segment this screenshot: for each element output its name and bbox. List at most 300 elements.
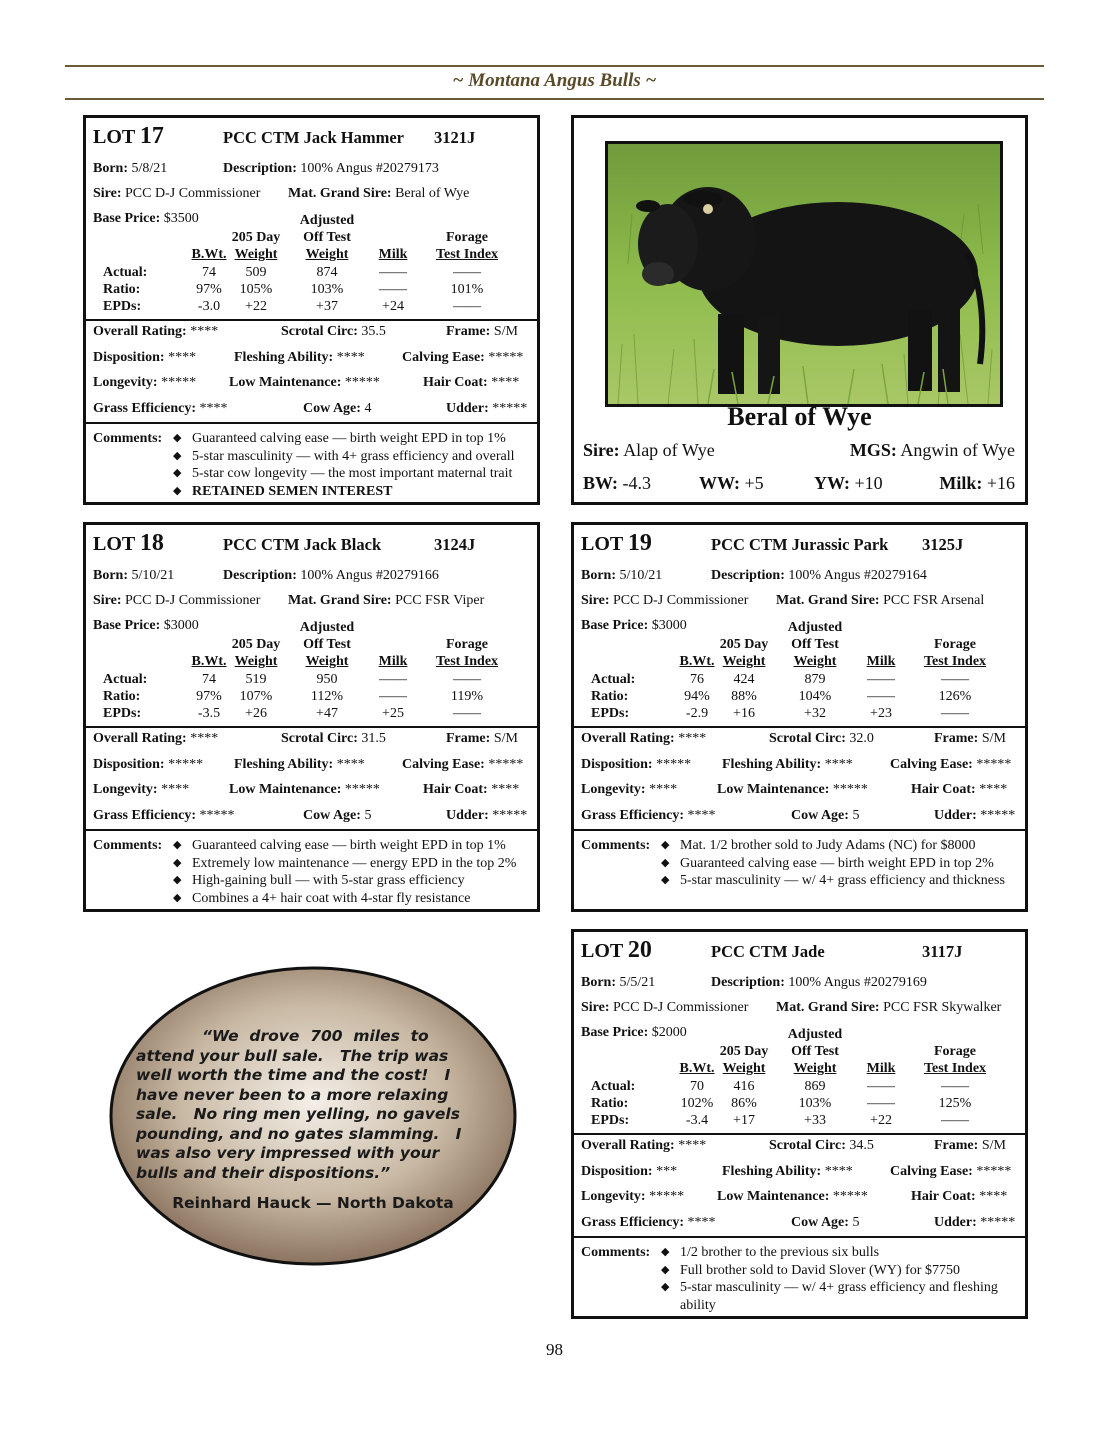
comments-list [661, 837, 1031, 890]
ratio-row-label: Ratio: [103, 689, 141, 704]
actual-cell: —— [453, 265, 481, 280]
epds-cell: +24 [382, 299, 404, 314]
comment-item [661, 1262, 1031, 1280]
ratio-cell: 102% [680, 1096, 714, 1111]
milk-header-underlined: Milk [378, 247, 408, 262]
bull-name: PCC CTM Jack Black [223, 535, 382, 554]
sire-label: Sire: [581, 593, 610, 608]
udder-value: ***** [980, 807, 1016, 823]
disposition-value: ***** [656, 756, 692, 772]
fleshing-ability-label: Fleshing Ability: [234, 756, 334, 772]
scrotal-circ-value: 32.0 [849, 731, 874, 746]
overall-rating-value: **** [190, 731, 219, 746]
205-day-header-line: 205 Day [231, 637, 281, 652]
born-value: 5/8/21 [131, 161, 168, 176]
comment-text: High-gaining bull — with 5-star grass efficiency [192, 873, 465, 888]
milk-header-underlined: Milk [378, 654, 408, 669]
comment-item [173, 890, 543, 908]
actual-row-label: Actual: [591, 1079, 636, 1094]
base-price-label: Base Price: [581, 1025, 649, 1040]
lot-card [83, 115, 540, 505]
off-test-header-line: Off Test [791, 637, 839, 652]
bwt-header-underlined: B.Wt. [679, 1061, 715, 1076]
fleshing-ability [234, 350, 365, 366]
diamond-bullet-icon: ◆ [173, 467, 182, 479]
udder-value: ***** [980, 1214, 1016, 1230]
sire-label: Sire: [93, 593, 122, 608]
off-test-header-underlined: Weight [305, 247, 349, 262]
epds-cell: +32 [804, 706, 826, 721]
base-price-label: Base Price: [581, 618, 649, 633]
off-test-header-line: Off Test [791, 1044, 839, 1059]
epds-cell: -3.5 [197, 706, 221, 721]
lot-prefix: LOT [93, 126, 135, 148]
actual-cell: —— [941, 672, 969, 687]
off-test-header-line: Adjusted [787, 620, 843, 635]
epds-cell: +33 [804, 1113, 826, 1128]
lot-number-value: 18 [139, 530, 164, 556]
bwt-header-underlined: B.Wt. [191, 654, 227, 669]
actual-cell: —— [453, 672, 481, 687]
cow-age [791, 808, 859, 824]
205-day-header-underlined: Weight [234, 654, 278, 669]
comments-block [581, 837, 1021, 907]
mat-grand-sire [776, 593, 984, 609]
mat-grand-sire-label: Mat. Grand Sire: [288, 186, 392, 201]
comment-text: Guaranteed calving ease — birth weight EPD in top 1% [192, 431, 506, 446]
overall-rating [93, 731, 218, 747]
fleshing-ability-label: Fleshing Ability: [722, 1163, 822, 1179]
born [93, 568, 174, 584]
diamond-bullet-icon: ◆ [173, 891, 182, 904]
diamond-bullet-icon: ◆ [173, 449, 182, 462]
ratio-cell: —— [867, 689, 895, 704]
udder-label: Udder: [446, 400, 489, 416]
mgs-value: Angwin of Wye [900, 440, 1015, 460]
actual-cell: —— [867, 672, 895, 687]
low-maintenance-value: ***** [832, 1189, 868, 1204]
forage-header [914, 636, 996, 670]
description-label: Description: [223, 161, 297, 176]
born-label: Born: [581, 568, 616, 583]
comments-block [93, 430, 533, 500]
disposition-label: Disposition: [581, 756, 653, 772]
frame-size [446, 731, 518, 747]
forage-header [426, 636, 508, 670]
frame-size-value: S/M [493, 731, 518, 746]
base-price-value: $3000 [651, 618, 687, 633]
sire-value: PCC D-J Commissioner [125, 186, 261, 201]
calving-ease [890, 757, 1011, 773]
fleshing-ability-label: Fleshing Ability: [234, 349, 334, 365]
longevity [93, 375, 196, 391]
born-value: 5/5/21 [619, 975, 656, 990]
fleshing-ability [722, 757, 853, 773]
comment-text: Mat. 1/2 brother sold to Judy Adams (NC) for $8000 [680, 838, 976, 853]
grass-efficiency-value: ***** [199, 807, 235, 823]
section-divider [574, 1133, 1025, 1135]
description-label: Description: [223, 568, 297, 583]
diamond-bullet-icon: ◆ [173, 432, 182, 444]
205-day-header-underlined: Weight [722, 1061, 766, 1076]
calving-ease-value: ***** [488, 756, 524, 772]
longevity-value: **** [649, 782, 678, 797]
born-label: Born: [581, 975, 616, 990]
low-maintenance-value: ***** [344, 375, 380, 390]
epds-cell: +17 [733, 1113, 755, 1128]
forage-header-line: Forage [446, 230, 488, 245]
comment-text: 5-star masculinity — w/ 4+ grass efficiency and fleshing ability [680, 1280, 998, 1313]
frame-size-label: Frame: [934, 731, 979, 746]
udder [446, 808, 527, 824]
udder-value: ***** [492, 807, 528, 823]
comments-list [173, 837, 543, 907]
hair-coat-value: **** [979, 1189, 1008, 1204]
ratio-cell: 126% [938, 689, 972, 704]
sire-label: Sire: [583, 440, 620, 460]
low-maintenance [229, 782, 380, 798]
born-label: Born: [93, 568, 128, 583]
disposition [93, 350, 196, 366]
comment-text: 5-star masculinity — w/ 4+ grass efficiency and thickness [680, 873, 1005, 888]
featured-sire-panel [571, 115, 1028, 505]
overall-rating [581, 1138, 706, 1154]
epds-row-label: EPDs: [591, 1113, 630, 1128]
ratio-cell: 107% [239, 689, 273, 704]
lot-prefix: LOT [581, 533, 623, 555]
205-day-header-line: 205 Day [231, 230, 281, 245]
disposition-value: *** [656, 1163, 678, 1179]
epds-cell: -3.0 [197, 299, 221, 314]
section-title: ~ Montana Angus Bulls ~ [452, 70, 657, 91]
ratio-cell: 97% [196, 689, 222, 704]
base-price [93, 618, 199, 634]
forage-header-underlined: Test Index [923, 654, 987, 669]
forage-header-line: Forage [934, 1044, 976, 1059]
off-test-header-line: Off Test [303, 637, 351, 652]
lot-prefix: LOT [581, 940, 623, 962]
section-divider [86, 829, 537, 831]
testimonial-line: have never been to a more relaxing [136, 1085, 449, 1104]
mgs-label: MGS: [849, 440, 897, 460]
bwt-header-underlined: B.Wt. [679, 654, 715, 669]
mat-grand-sire-label: Mat. Grand Sire: [776, 1000, 880, 1015]
205-day-header-line: 205 Day [719, 1044, 769, 1059]
actual-cell: 869 [804, 1079, 826, 1094]
comment-item [661, 837, 1031, 855]
205-day-header [226, 229, 286, 263]
overall-rating [93, 324, 218, 340]
forage-header-underlined: Test Index [435, 654, 499, 669]
description-value: 100% Angus #20279164 [788, 568, 927, 583]
grass-efficiency-value: **** [687, 1214, 716, 1230]
epds-cell: —— [941, 706, 969, 721]
udder [934, 1215, 1015, 1231]
diamond-bullet-icon: ◆ [661, 1281, 670, 1293]
actual-cell: 74 [202, 265, 216, 280]
epds-cell: +47 [316, 706, 338, 721]
calving-ease-value: ***** [488, 349, 524, 365]
longevity-value: **** [161, 782, 190, 797]
low-maintenance [717, 782, 868, 798]
fleshing-ability-value: **** [824, 756, 853, 772]
epds-cell: +22 [870, 1113, 892, 1128]
sire-label: Sire: [581, 1000, 610, 1015]
born-label: Born: [93, 161, 128, 176]
testimonial-author: Reinhard Hauck — North Dakota [172, 1194, 454, 1212]
205-day-header [714, 636, 774, 670]
base-price-value: $3500 [163, 211, 199, 226]
longevity-label: Longevity: [93, 375, 158, 390]
header-rule-bottom [65, 98, 1044, 100]
comments-list [173, 430, 543, 500]
base-price-label: Base Price: [93, 211, 161, 226]
udder-label: Udder: [446, 807, 489, 823]
lot-card [571, 522, 1028, 912]
bull-tag: 3121J [434, 128, 476, 147]
epds-cell: +22 [245, 299, 267, 314]
actual-cell: 70 [690, 1079, 704, 1094]
actual-cell: 519 [245, 672, 267, 687]
base-price-value: $2000 [651, 1025, 687, 1040]
comment-item [173, 483, 543, 501]
forage-header-line: Forage [934, 637, 976, 652]
actual-cell: 74 [202, 672, 216, 687]
scrotal-circ-label: Scrotal Circ: [281, 324, 358, 339]
born-value: 5/10/21 [619, 568, 663, 583]
cow-age [303, 808, 371, 824]
comment-text: Extremely low maintenance — energy EPD in the top 2% [192, 855, 517, 871]
lot-number [93, 123, 164, 150]
base-price [93, 211, 199, 227]
actual-cell: 509 [245, 265, 267, 280]
epds-cell: +23 [870, 706, 892, 721]
ww-epd: WW: +5 [699, 473, 764, 493]
sire [93, 186, 260, 202]
comment-text: Combines a 4+ hair coat with 4-star fly resistance [192, 890, 471, 906]
header-rule-top [65, 65, 1044, 67]
ratio-row-label: Ratio: [591, 689, 629, 704]
diamond-bullet-icon: ◆ [173, 839, 182, 851]
base-price [581, 1025, 687, 1041]
comments-label: Comments: [581, 838, 651, 853]
section-divider [86, 422, 537, 424]
epds-cell: +25 [382, 706, 404, 721]
born-value: 5/10/21 [131, 568, 175, 583]
ratio-cell: 103% [798, 1096, 832, 1111]
lot-number [93, 530, 164, 557]
hair-coat [911, 782, 1007, 798]
comment-text: RETAINED SEMEN INTEREST [192, 483, 393, 499]
off-test-header-underlined: Weight [793, 654, 837, 669]
testimonial [108, 965, 518, 1267]
overall-rating-label: Overall Rating: [93, 731, 187, 746]
description [223, 568, 439, 584]
comments-block [581, 1244, 1021, 1314]
ratio-cell: 105% [239, 282, 273, 297]
milk-header-underlined: Milk [866, 1061, 896, 1076]
grass-efficiency-label: Grass Efficiency: [581, 807, 685, 823]
overall-rating [581, 731, 706, 747]
fleshing-ability-value: **** [824, 1163, 853, 1179]
low-maintenance-value: ***** [832, 782, 868, 797]
actual-cell: —— [379, 672, 407, 687]
bull-tag: 3125J [922, 535, 964, 554]
base-price-value: $3000 [163, 618, 199, 633]
comment-text: 1/2 brother to the previous six bulls [680, 1245, 880, 1260]
205-day-header-underlined: Weight [234, 247, 278, 262]
milk-header [859, 1060, 903, 1077]
description-value: 100% Angus #20279169 [788, 975, 927, 990]
off-test-header [782, 619, 848, 670]
ratio-cell: 86% [731, 1096, 757, 1111]
calving-ease-value: ***** [976, 756, 1012, 772]
base-price-label: Base Price: [93, 618, 161, 633]
born [581, 568, 662, 584]
testimonial-line: was also very impressed with your [136, 1144, 440, 1162]
lot-number-value: 20 [627, 937, 652, 963]
comment-item [173, 448, 543, 466]
mgs-line [850, 440, 1015, 461]
mat-grand-sire-value: PCC FSR Viper [395, 593, 485, 608]
hair-coat-label: Hair Coat: [423, 782, 488, 797]
grass-efficiency [581, 808, 716, 824]
ratio-cell: 101% [450, 282, 484, 297]
diamond-bullet-icon: ◆ [173, 874, 182, 886]
scrotal-circ-label: Scrotal Circ: [281, 731, 358, 746]
comment-item [661, 872, 1031, 890]
grass-efficiency-label: Grass Efficiency: [93, 400, 197, 416]
testimonial-line: attend your bull sale. The trip was [136, 1046, 449, 1065]
low-maintenance [717, 1189, 868, 1205]
diamond-bullet-icon: ◆ [173, 484, 182, 497]
disposition-label: Disposition: [93, 756, 165, 772]
frame-size-value: S/M [981, 1138, 1006, 1153]
grass-efficiency [581, 1215, 716, 1231]
low-maintenance-label: Low Maintenance: [717, 1189, 830, 1204]
longevity [581, 782, 677, 798]
overall-rating-value: **** [678, 1138, 707, 1153]
comments-label: Comments: [93, 431, 163, 446]
disposition [581, 1164, 677, 1180]
epds-row-label: EPDs: [103, 299, 142, 314]
actual-cell: —— [379, 265, 407, 280]
actual-cell: —— [941, 1079, 969, 1094]
off-test-header-line: Adjusted [787, 1027, 843, 1042]
scrotal-circ-value: 35.5 [361, 324, 386, 339]
bull-photo [605, 141, 1003, 407]
actual-cell: —— [867, 1079, 895, 1094]
longevity-label: Longevity: [581, 782, 646, 797]
comment-item [661, 1244, 1031, 1262]
off-test-header [294, 212, 360, 263]
fleshing-ability-value: **** [336, 349, 365, 365]
calving-ease-value: ***** [976, 1163, 1012, 1179]
overall-rating-value: **** [678, 731, 707, 746]
ratio-cell: 112% [310, 689, 344, 704]
mat-grand-sire-label: Mat. Grand Sire: [776, 593, 880, 608]
epds-cell: -2.9 [685, 706, 709, 721]
testimonial-text [136, 1027, 476, 1183]
diamond-bullet-icon: ◆ [661, 874, 670, 886]
disposition-value: **** [168, 349, 197, 365]
low-maintenance-label: Low Maintenance: [717, 782, 830, 797]
epds-cell: -3.4 [685, 1113, 709, 1128]
disposition-value: ***** [168, 756, 204, 772]
calving-ease-label: Calving Ease: [890, 1163, 973, 1179]
frame-size-value: S/M [493, 324, 518, 339]
cow-age-label: Cow Age: [303, 400, 361, 416]
actual-cell: 874 [316, 265, 338, 280]
actual-cell: 76 [690, 672, 704, 687]
grass-efficiency-label: Grass Efficiency: [93, 807, 197, 823]
bull-tag: 3117J [922, 942, 963, 961]
udder [934, 808, 1015, 824]
cow-age-value: 5 [364, 807, 372, 823]
low-maintenance [229, 375, 380, 391]
born [93, 161, 167, 177]
mat-grand-sire [288, 593, 484, 609]
hair-coat-value: **** [979, 782, 1008, 797]
cow-age-label: Cow Age: [303, 807, 361, 823]
page-number: 98 [546, 1340, 563, 1359]
ratio-cell: —— [379, 689, 407, 704]
epds-cell: +16 [733, 706, 755, 721]
lot-prefix: LOT [93, 533, 135, 555]
overall-rating-label: Overall Rating: [581, 1138, 675, 1153]
udder-value: ***** [492, 400, 528, 416]
comment-item [173, 855, 543, 873]
bull-name: PCC CTM Jade [711, 942, 825, 961]
comment-item [173, 430, 543, 448]
epds-cell: —— [453, 706, 481, 721]
off-test-header [782, 1026, 848, 1077]
description [711, 568, 927, 584]
off-test-header-line: Adjusted [299, 213, 355, 228]
lot-card [571, 929, 1028, 1319]
diamond-bullet-icon: ◆ [661, 1263, 670, 1276]
sire-label: Sire: [93, 186, 122, 201]
disposition-label: Disposition: [93, 349, 165, 365]
mat-grand-sire-value: PCC FSR Arsenal [883, 593, 985, 608]
udder-label: Udder: [934, 807, 977, 823]
section-divider [574, 1236, 1025, 1238]
ratio-cell: —— [867, 1096, 895, 1111]
hair-coat-value: **** [491, 375, 520, 390]
comment-text: Guaranteed calving ease — birth weight EPD in top 2% [680, 855, 994, 871]
sire-line [583, 440, 715, 461]
longevity-value: ***** [649, 1189, 685, 1204]
milk-header [859, 653, 903, 670]
cow-age-value: 5 [852, 807, 860, 823]
ratio-row-label: Ratio: [103, 282, 141, 297]
frame-size [934, 731, 1006, 747]
fleshing-ability-value: **** [336, 756, 365, 772]
disposition [581, 757, 691, 773]
section-divider [574, 829, 1025, 831]
longevity [581, 1189, 684, 1205]
forage-header-underlined: Test Index [923, 1061, 987, 1076]
bull-name: PCC CTM Jurassic Park [711, 535, 889, 554]
description-value: 100% Angus #20279173 [300, 161, 439, 176]
bull-tag: 3124J [434, 535, 476, 554]
udder-label: Udder: [934, 1214, 977, 1230]
diamond-bullet-icon: ◆ [661, 856, 670, 869]
comments-list [661, 1244, 1031, 1314]
sire [93, 593, 260, 609]
description-value: 100% Angus #20279166 [300, 568, 439, 583]
calving-ease [402, 757, 523, 773]
